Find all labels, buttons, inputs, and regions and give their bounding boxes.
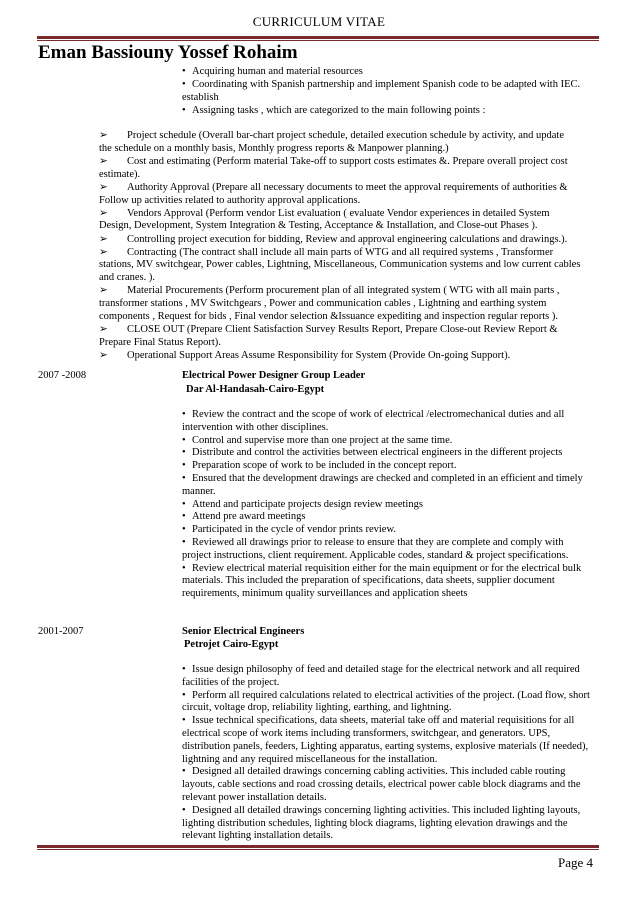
job1-bullet-list xyxy=(182,409,602,601)
list-item xyxy=(182,409,602,435)
responsibility-item xyxy=(99,247,601,285)
responsibility-line: transformer stations , MV Switchgears , Power and communication cables , Lightning and earthing system xyxy=(99,298,547,310)
list-item-line: •Review electrical material requisition either for the main equipment or for the electrical bulk xyxy=(182,562,582,574)
list-item-line: •Control and supervise more than one project at the same time. xyxy=(182,434,453,446)
page-number: Page 4 xyxy=(558,855,594,870)
list-item xyxy=(182,524,602,537)
list-item-line: project instructions, client requirement. Applicable codes, standard & project specifications. xyxy=(182,549,569,561)
bullet-icon: • xyxy=(182,689,186,701)
list-item xyxy=(182,460,602,473)
list-item-line: layouts, cable sections and road crossing details, electrical power cable block diagrams and the xyxy=(182,779,581,791)
arrow-bullet-icon: ➢ xyxy=(99,233,108,245)
list-item-line: lighting distribution schedules, lighting block diagrams, lighting elevation drawings and the xyxy=(182,817,568,829)
list-item xyxy=(182,690,602,716)
footer-rule xyxy=(37,845,599,848)
responsibility-line: ➢ Contracting (The contract shall include all main parts of WTG and all required systems , Transformer xyxy=(99,246,554,258)
top-bullet-item xyxy=(182,105,485,118)
job1-company: Dar Al-Handasah-Cairo-Egypt xyxy=(186,384,325,395)
responsibility-line: ➢ Project schedule (Overall bar-chart project schedule, detailed execution schedule by activity, and update xyxy=(99,130,565,141)
responsibility-item xyxy=(99,324,601,350)
list-item-line: •Distribute and control the activities between electrical engineers in the different projects xyxy=(182,447,563,459)
bullet-icon: • xyxy=(182,766,186,778)
list-item xyxy=(182,511,602,524)
arrow-bullet-icon: ➢ xyxy=(99,130,108,141)
responsibility-line: components , Request for bids , Final vendor selection &Issuance expediting and inspection regular reports ). xyxy=(99,310,558,322)
bullet-icon: • xyxy=(182,498,186,510)
list-item-line: intervention with other disciplines. xyxy=(182,421,329,433)
list-item-line: •Attend and participate projects design review meetings xyxy=(182,498,423,510)
responsibility-line: stations, MV switchgear, Power cables, Lightning, Miscellaneous, Communication systems and low current cables xyxy=(99,259,581,271)
responsibility-line: ➢ Cost and estimating (Perform material Take-off to support costs estimates &. Prepare overall project cost xyxy=(99,155,568,167)
list-item xyxy=(182,499,602,512)
job2-title: Senior Electrical Engineers xyxy=(182,626,305,637)
bullet-text: establish xyxy=(182,92,219,103)
arrow-bullet-icon: ➢ xyxy=(99,181,108,193)
bullet-icon: • xyxy=(182,524,186,536)
list-item-line: •Perform all required calculations related to electrical activities of the project. (Load flow, short xyxy=(182,689,590,701)
responsibility-line: Prepare Final Status Report). xyxy=(99,336,221,348)
page-header-title: CURRICULUM VITAE xyxy=(252,14,386,29)
list-item xyxy=(182,473,602,499)
job1-title: Electrical Power Designer Group Leader xyxy=(182,370,366,381)
bullet-icon: • xyxy=(182,460,186,472)
responsibility-line: ➢ CLOSE OUT (Prepare Client Satisfaction Survey Results Report, Prepare Close-out Review Report & xyxy=(99,324,558,336)
top-bullet-item xyxy=(182,79,580,92)
list-item-line: •Designed all detailed drawings concerning lighting activities. This included lighting layouts, xyxy=(182,804,581,816)
bullet-icon: • xyxy=(182,536,186,548)
list-item-line: circuit, voltage drop, reliability lighting, earthing, and lightning. xyxy=(182,702,452,714)
list-item xyxy=(182,537,602,563)
responsibility-item xyxy=(99,156,601,182)
arrow-bullet-icon: ➢ xyxy=(99,350,108,361)
bullet-icon: • xyxy=(182,472,186,484)
bullet-icon: • xyxy=(182,664,186,675)
responsibility-item xyxy=(99,350,601,363)
list-item-line: relevant power installation details. xyxy=(182,791,327,803)
list-item xyxy=(182,766,602,804)
responsibility-line: ➢ Operational Support Areas Assume Responsibility for System (Provide On-going Support). xyxy=(99,350,511,361)
list-item xyxy=(182,805,602,843)
list-item xyxy=(182,563,602,601)
job2-bullet-list xyxy=(182,664,602,843)
responsibility-line: the schedule on a monthly basis, Monthly progress reports & Manpower planning.) xyxy=(99,142,449,154)
responsibility-line: ➢ Vendors Approval (Perform vendor List evaluation ( evaluate Vendor experiences in detailed System xyxy=(99,207,550,219)
bullet-text: Assigning tasks , which are categorized to the main following points : xyxy=(192,105,486,116)
list-item-line: •Reviewed all drawings prior to release to ensure that they are complete and comply with xyxy=(182,536,564,548)
bullet-icon: • xyxy=(182,105,186,116)
arrow-bullet-icon: ➢ xyxy=(99,246,108,258)
arrow-bullet-icon: ➢ xyxy=(99,324,108,336)
list-item-line: •Issue design philosophy of feed and detailed stage for the electrical network and all required xyxy=(182,664,580,675)
list-item-line: distribution panels, feeders, Lighting apparatus, earting systems, explosive materials (If needed), xyxy=(182,740,589,752)
list-item-line: relevant lighting installation details. xyxy=(182,830,334,842)
list-item-line: facilities of the project. xyxy=(182,676,280,688)
bullet-icon: • xyxy=(182,79,186,90)
list-item-line: •Participated in the cycle of vendor prints review. xyxy=(182,524,396,536)
list-item-line: •Preparation scope of work to be included in the concept report. xyxy=(182,460,457,472)
job2-years: 2001-2007 xyxy=(38,626,84,637)
responsibility-item xyxy=(99,130,601,156)
bullet-icon: • xyxy=(182,511,186,523)
responsibility-line: Follow up activities related to authority approval applications. xyxy=(99,194,361,206)
bullet-icon: • xyxy=(182,447,186,459)
job1-years: 2007 -2008 xyxy=(38,370,87,381)
list-item-line: materials. This included the preparation of specifications, data sheets, supplier document xyxy=(182,575,555,587)
footer-rule-thin xyxy=(37,849,599,850)
list-item-line: •Designed all detailed drawings concerning cabling activities. This included cable routing xyxy=(182,766,566,778)
bullet-icon: • xyxy=(182,434,186,446)
responsibility-line: ➢ Authority Approval (Prepare all necessary documents to meet the approval requirements of authorities & xyxy=(99,181,568,193)
responsibility-line: ➢ Controlling project execution for bidding, Review and approval engineering calculations and drawings.). xyxy=(99,233,568,245)
list-item-line: •Issue technical specifications, data sheets, material take off and material requisitions for all xyxy=(182,715,575,727)
candidate-name: Eman Bassiouny Yossef Rohaim xyxy=(38,42,298,63)
arrow-bullet-icon: ➢ xyxy=(99,285,108,297)
header-rule xyxy=(37,36,599,39)
top-bullet-item xyxy=(182,66,363,79)
arrow-bullet-icon: ➢ xyxy=(99,207,108,219)
responsibility-item xyxy=(99,285,601,323)
list-item-line: lightning and any required miscellaneous for the installation. xyxy=(182,753,438,765)
list-item-line: electrical scope of work items including transformers, switchgear, and generators. UPS, xyxy=(182,727,551,739)
responsibility-line: and cranes. ). xyxy=(99,272,155,284)
responsibility-line: estimate). xyxy=(99,168,141,180)
bullet-icon: • xyxy=(182,804,186,816)
list-item-line: manner. xyxy=(182,485,216,497)
bullet-icon: • xyxy=(182,715,186,727)
list-item xyxy=(182,435,602,448)
list-item xyxy=(182,664,602,690)
responsibility-item xyxy=(99,182,601,208)
list-item-line: requirements, minimum quality surveillances and application sheets xyxy=(182,588,468,600)
job2-company: Petrojet Cairo-Egypt xyxy=(184,639,279,650)
bullet-text: Acquiring human and material resources xyxy=(192,66,363,77)
list-item-line: •Attend pre award meetings xyxy=(182,511,306,523)
responsibility-line: Design, Development, System Integration & Testing, Acceptance & Installation, and Close-out Phases ). xyxy=(99,220,538,232)
list-item-line: •Review the contract and the scope of work of electrical /electromechanical duties and all xyxy=(182,409,565,420)
bullet-icon: • xyxy=(182,66,186,77)
list-item-line: •Ensured that the development drawings are checked and completed in an efficient and timely xyxy=(182,472,583,484)
responsibility-item xyxy=(99,208,601,234)
list-item xyxy=(182,715,602,766)
responsibility-line: ➢ Material Procurements (Perform procurement plan of all integrated system ( WTG with all main parts , xyxy=(99,285,560,297)
top-bullet-item xyxy=(182,92,219,105)
list-item xyxy=(182,447,602,460)
header-rule-thin xyxy=(37,40,599,41)
bullet-icon: • xyxy=(182,562,186,574)
responsibility-item xyxy=(99,234,601,247)
bullet-text: Coordinating with Spanish partnership and implement Spanish code to be adapted with IEC. xyxy=(192,79,581,90)
arrow-bullet-icon: ➢ xyxy=(99,155,108,167)
bullet-icon: • xyxy=(182,409,186,420)
